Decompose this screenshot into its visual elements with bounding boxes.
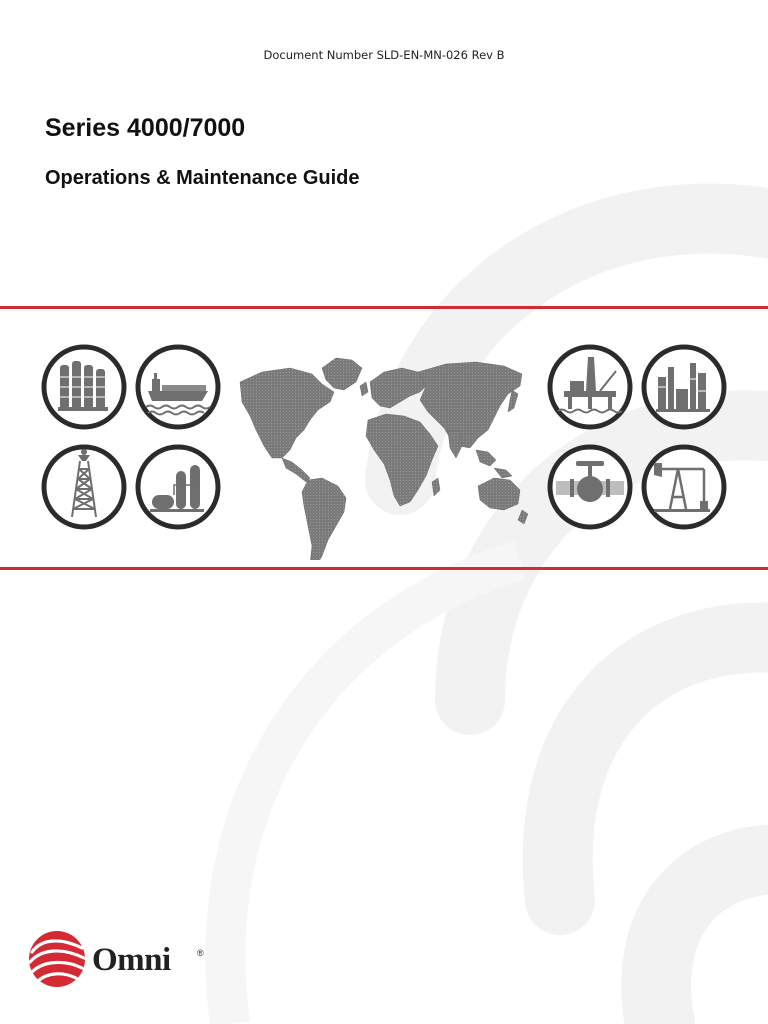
- pipeline-valve-icon: [550, 447, 630, 527]
- industrial-plant-icon: [644, 347, 724, 427]
- offshore-platform-icon: [550, 347, 630, 427]
- bottom-red-rule: [0, 567, 768, 570]
- top-red-rule: [0, 306, 768, 309]
- drilling-derrick-icon: [44, 447, 124, 527]
- oil-pumpjack-icon: [644, 447, 724, 527]
- registered-mark: ®: [197, 948, 204, 958]
- document-number: Document Number SLD-EN-MN-026 Rev B: [263, 48, 505, 62]
- tanker-ship-icon: [138, 347, 218, 427]
- world-map: [240, 358, 528, 560]
- refinery-columns-icon: [44, 347, 124, 427]
- brand-name: Omni: [92, 942, 171, 978]
- storage-tanks-icon: [138, 447, 218, 527]
- industry-banner: [0, 320, 768, 560]
- page-subtitle: Operations & Maintenance Guide: [45, 167, 360, 189]
- page-title: Series 4000/7000: [45, 114, 246, 142]
